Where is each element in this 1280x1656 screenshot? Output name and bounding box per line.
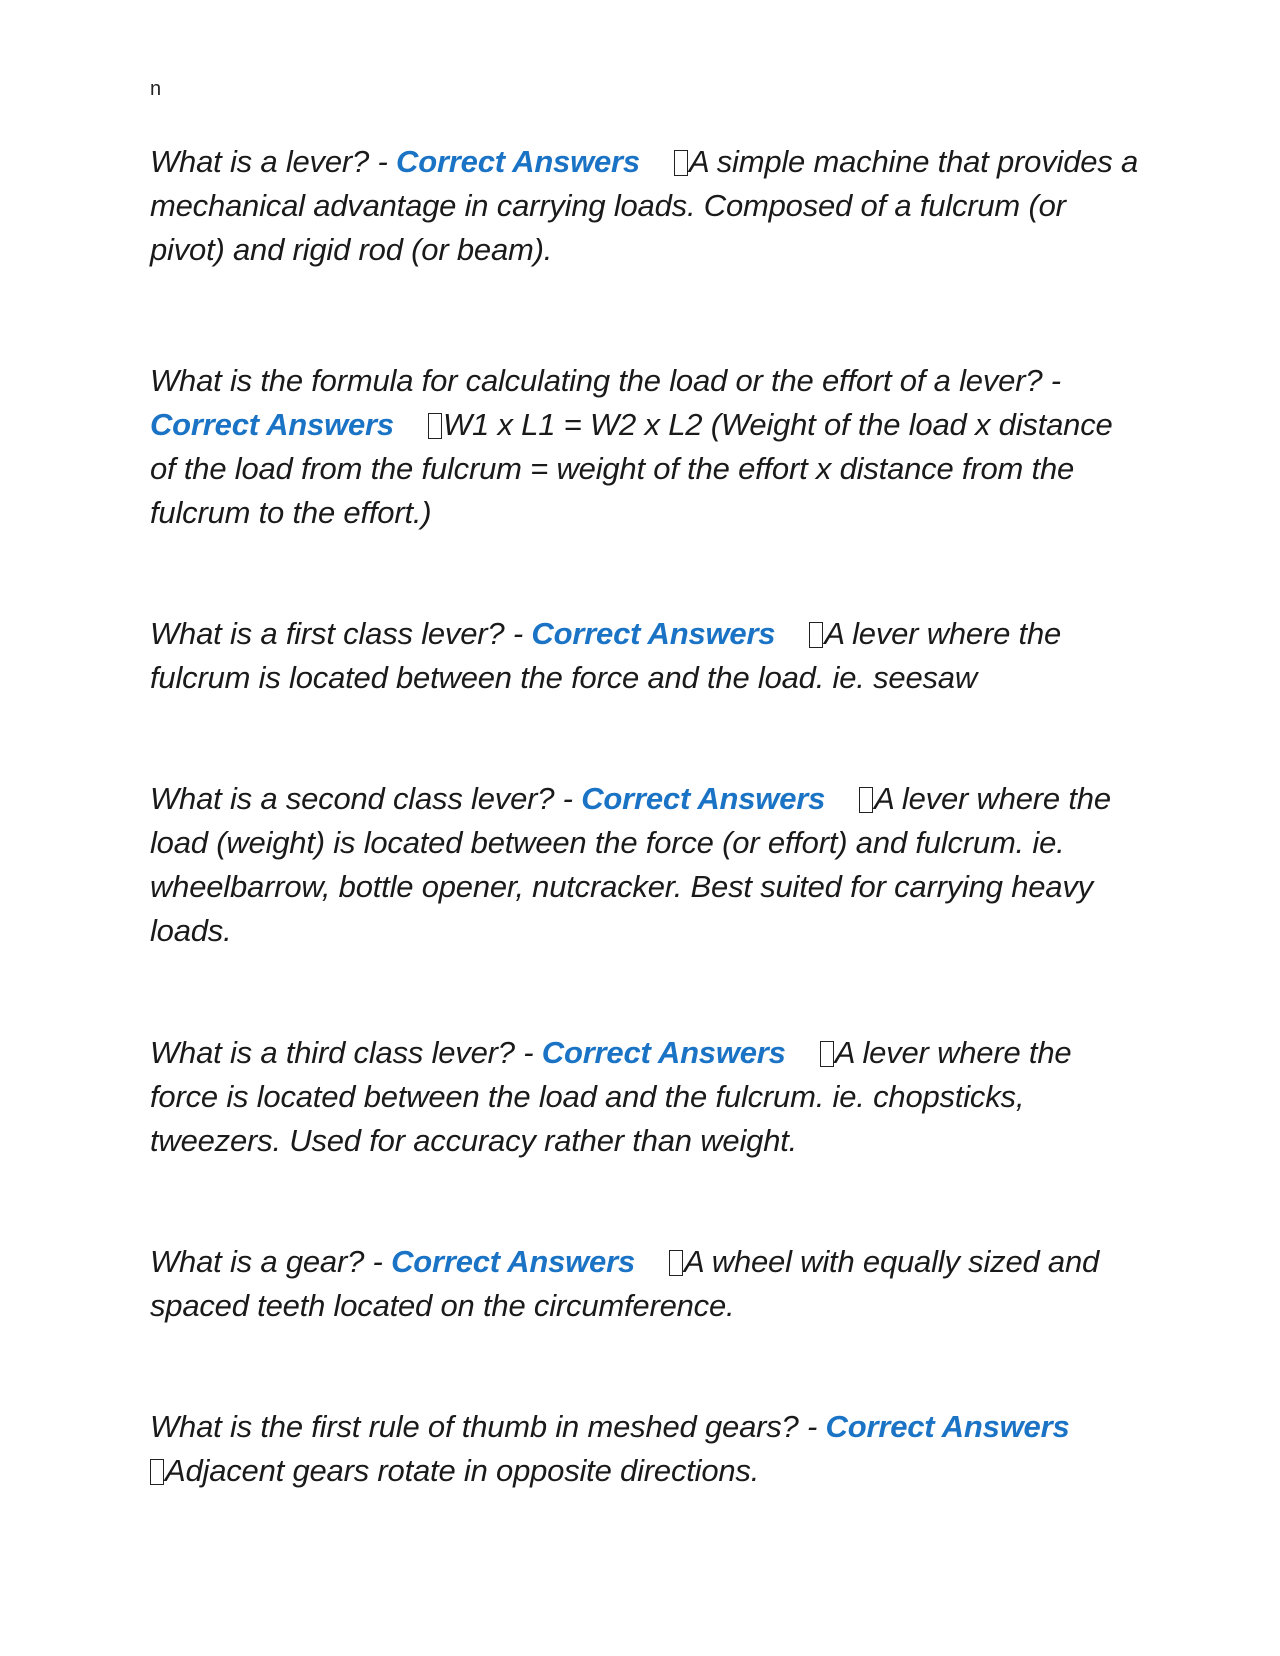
qa-item-first-class-lever [150,612,1140,700]
page-marker: n [150,78,162,100]
qa-item-meshed-gears [150,1405,1140,1493]
answer-text: A simple machine that provides a mechanical advantage in carrying loads. Composed of a fulcrum (or pivot) and rigid rod (or beam). [150,144,1139,267]
answer-text: Adjacent gears rotate in opposite directions. [165,1453,760,1488]
qa-item-lever-formula [150,359,1140,535]
missing-glyph-icon [674,150,688,176]
answer-text: A lever where the fulcrum is located between the force and the load. ie. seesaw [150,616,1062,695]
qa-item-lever [150,140,1140,272]
missing-glyph-icon [859,787,873,813]
correct-answers-label: Correct Answers [391,1244,636,1279]
missing-glyph-icon [809,622,823,648]
question-text: What is a second class lever? - [150,781,582,816]
missing-glyph-icon [820,1041,834,1067]
answer-text: A lever where the load (weight) is located between the force (or effort) and fulcrum. ie. wheelbarrow, bottle opener, nutcracker. Best suited for carrying heavy loads. [150,781,1111,948]
answer-text: W1 x L1 = W2 x L2 (Weight of the load x distance of the load from the fulcrum = weight of the effort x distance from the fulcrum to the effort.) [150,407,1113,530]
correct-answers-label: Correct Answers [531,616,776,651]
correct-answers-label: Correct Answers [150,407,394,442]
missing-glyph-icon [669,1250,683,1276]
question-text: What is a first class lever? - [150,616,532,651]
correct-answers-label: Correct Answers [825,1409,1070,1444]
qa-item-third-class-lever [150,1031,1140,1163]
answer-text: A lever where the force is located between the load and the fulcrum. ie. chopsticks, tweezers. Used for accuracy rather than weight. [150,1035,1072,1158]
correct-answers-label: Correct Answers [396,144,640,179]
missing-glyph-icon [150,1459,164,1485]
qa-item-gear [150,1240,1140,1328]
question-text: What is the formula for calculating the load or the effort of a lever? - [150,363,1061,398]
question-text: What is a lever? - [150,144,397,179]
question-text: What is the first rule of thumb in meshed gears? - [150,1409,826,1444]
correct-answers-label: Correct Answers [541,1035,786,1070]
missing-glyph-icon [428,413,442,439]
answer-text: A wheel with equally sized and spaced teeth located on the circumference. [150,1244,1100,1323]
qa-item-second-class-lever [150,777,1140,953]
question-text: What is a gear? - [150,1244,392,1279]
correct-answers-label: Correct Answers [581,781,826,816]
question-text: What is a third class lever? - [150,1035,542,1070]
